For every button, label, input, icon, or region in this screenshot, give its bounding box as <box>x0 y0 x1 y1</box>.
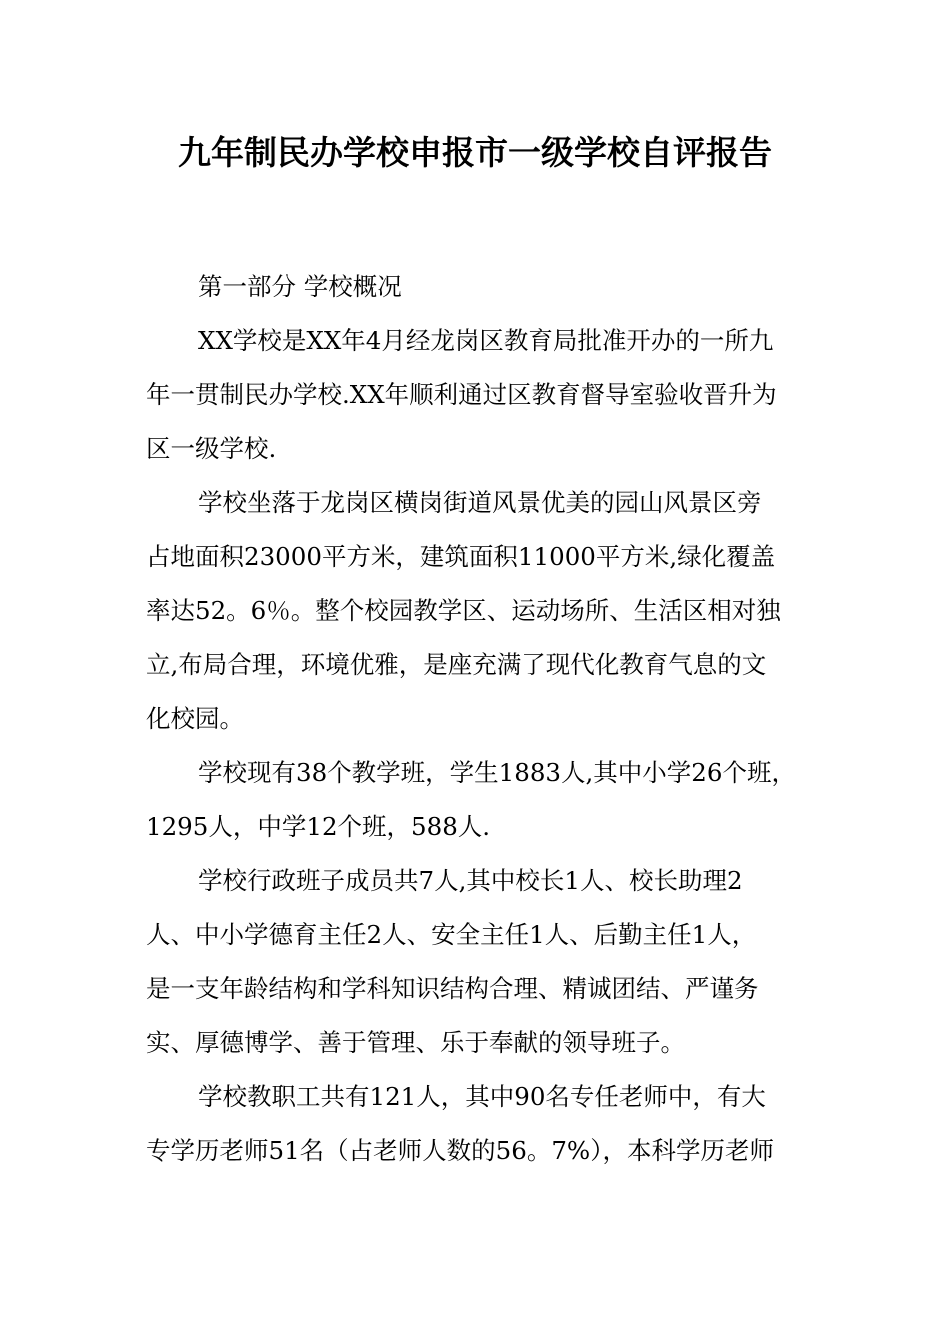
paragraph-line: 年一贯制民办学校.XX年顺利通过区教育督导室验收晋升为 <box>146 380 777 409</box>
paragraph-line: 学校现有38个教学班，学生1883人,其中小学26个班， <box>198 758 796 787</box>
document-body <box>146 260 808 1178</box>
paragraph-line: 1295人，中学12个班，588人. <box>146 812 491 841</box>
paragraph-line: 专学历老师51名（占老师人数的56。7%），本科学历老师 <box>146 1136 774 1165</box>
paragraph-line: 立,布局合理，环境优雅，是座充满了现代化教育气息的文 <box>146 650 767 679</box>
paragraph-line: 区一级学校. <box>146 434 277 463</box>
paragraph-line: 率达52。6％。整个校园教学区、运动场所、生活区相对独 <box>146 596 781 625</box>
paragraph-line: 是一支年龄结构和学科知识结构合理、精诚团结、严谨务 <box>146 974 759 1003</box>
paragraph-line: XX学校是XX年4月经龙岗区教育局批准开办的一所九 <box>198 326 774 355</box>
paragraph-line: 学校行政班子成员共7人,其中校长1人、校长助理2 <box>198 866 743 895</box>
paragraph-line: 人、中小学德育主任2人、安全主任1人、后勤主任1人， <box>146 920 757 949</box>
section-heading: 第一部分 学校概况 <box>198 272 402 301</box>
paragraph-line: 学校坐落于龙岗区横岗街道风景优美的园山风景区旁 <box>198 488 762 517</box>
paragraph-line: 化校园。 <box>146 704 244 733</box>
paragraph-line: 学校教职工共有121人，其中90名专任老师中，有大 <box>198 1082 766 1111</box>
document-title: 九年制民办学校申报市一级学校自评报告 <box>178 133 772 172</box>
paragraph-line: 实、厚德博学、善于管理、乐于奉献的领导班子。 <box>146 1028 685 1057</box>
paragraph-line: 占地面积23000平方米，建筑面积11000平方米,绿化覆盖 <box>146 542 776 571</box>
